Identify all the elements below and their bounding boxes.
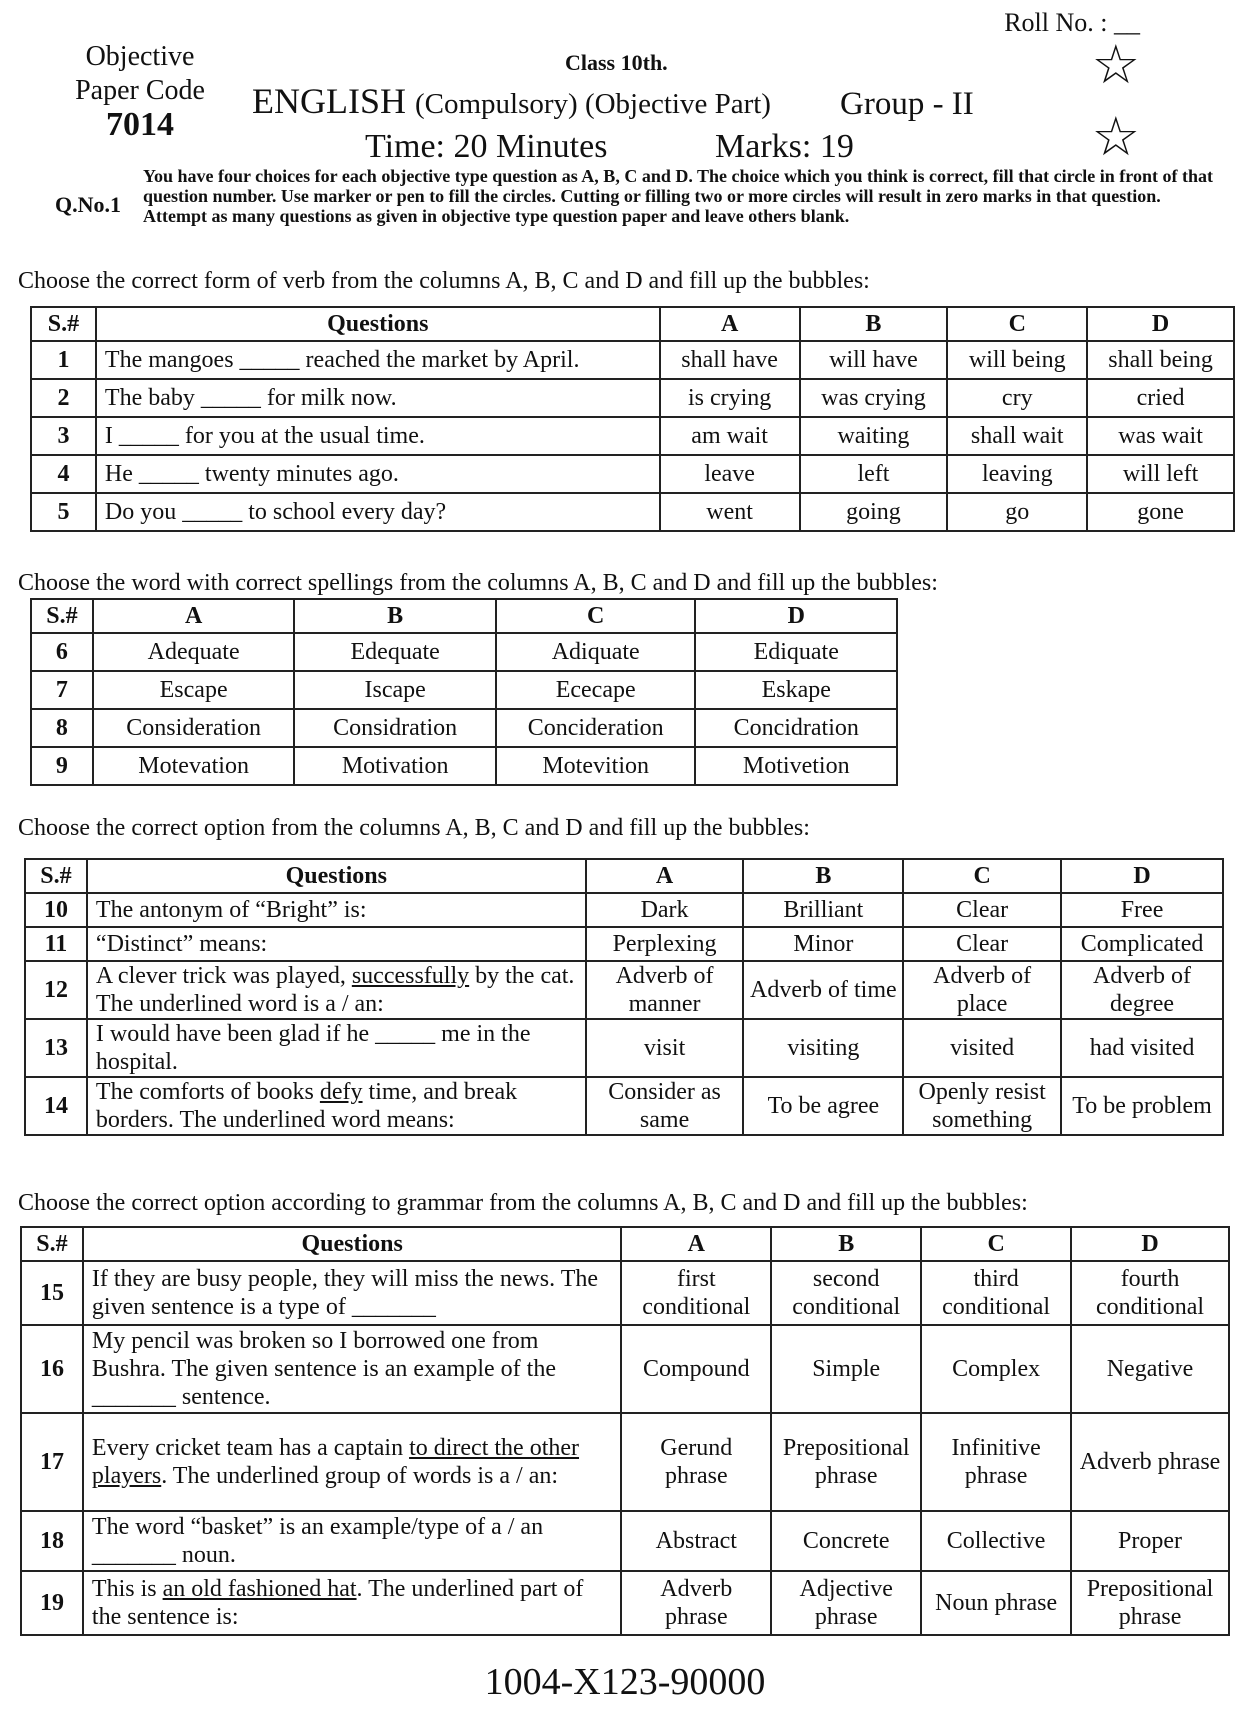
option-a: is crying [660, 379, 800, 417]
option-d: gone [1087, 493, 1234, 531]
option-d: had visited [1061, 1019, 1223, 1077]
table-row [21, 1261, 1229, 1325]
col-header-d: D [1061, 859, 1223, 893]
option-d: was wait [1087, 417, 1234, 455]
serial-number: 18 [21, 1511, 83, 1571]
option-b: Iscape [294, 671, 495, 709]
serial-number: 2 [31, 379, 96, 417]
option-b: Brilliant [743, 893, 903, 927]
option-b: Minor [743, 927, 903, 961]
col-header-a: A [93, 599, 295, 633]
roll-number: Roll No. : __ [1004, 8, 1140, 37]
option-d: Adverb phrase [1071, 1413, 1229, 1511]
table-row [21, 1511, 1229, 1571]
option-d: Negative [1071, 1325, 1229, 1413]
table-row [31, 379, 1234, 417]
paper-type: Objective [85, 41, 195, 72]
option-d: Motivetion [695, 747, 897, 785]
grammar-table [20, 1226, 1230, 1636]
option-d: fourth conditional [1071, 1261, 1229, 1325]
subject-detail: (Compulsory) (Objective Part) [414, 88, 771, 120]
serial-number: 12 [25, 961, 87, 1019]
option-c: Clear [903, 927, 1061, 961]
col-header-a: A [586, 859, 744, 893]
option-a: visit [586, 1019, 744, 1077]
col-header-b: B [743, 859, 903, 893]
option-c: Noun phrase [921, 1571, 1071, 1635]
question-text: He _____ twenty minutes ago. [96, 455, 660, 493]
serial-number: 5 [31, 493, 96, 531]
option-d: Complicated [1061, 927, 1223, 961]
option-c: Collective [921, 1511, 1071, 1571]
option-b: second conditional [771, 1261, 921, 1325]
option-d: Adverb of degree [1061, 961, 1223, 1019]
question-underlined-text: to direct the other players [91, 1435, 580, 1489]
col-header-questions: Questions [96, 307, 660, 341]
option-b: waiting [800, 417, 948, 455]
spelling-table [30, 598, 898, 786]
question-text-part: A clever trick was played, [95, 963, 352, 989]
serial-number: 14 [25, 1077, 87, 1135]
col-header-d: D [695, 599, 897, 633]
col-header-sn: S.# [21, 1227, 83, 1261]
table-row [25, 1019, 1223, 1077]
option-a: Consideration [93, 709, 295, 747]
vocabulary-table [24, 858, 1224, 1136]
option-d: Free [1061, 893, 1223, 927]
option-a: shall have [660, 341, 800, 379]
question-text: My pencil was broken so I borrowed one from Bushra. The given sentence is an example of the _______ sentence. [83, 1325, 621, 1413]
option-b: going [800, 493, 948, 531]
question-text-part: time, and break borders. The underlined word means: [95, 1079, 518, 1133]
option-d: To be problem [1061, 1077, 1223, 1135]
section-4-title: Choose the correct option according to grammar from the columns A, B, C and D and fill up the bubbles: [18, 1190, 1028, 1216]
serial-number: 13 [25, 1019, 87, 1077]
table-row [21, 1325, 1229, 1413]
option-a: leave [660, 455, 800, 493]
option-b: Simple [771, 1325, 921, 1413]
option-d: Concidration [695, 709, 897, 747]
option-d: cried [1087, 379, 1234, 417]
footer-code: 1004-X123-90000 [484, 1661, 766, 1703]
question-text [87, 961, 586, 1019]
option-b: will have [800, 341, 948, 379]
option-d: Ediquate [695, 633, 897, 671]
instructions-text: You have four choices for each objective type question as A, B, C and D. The choice which you think is correct, fill that circle in front of that question number. Use marker or pen to fill the circles. Cutting or filling two or more circles will result in zero marks in that question. Attempt as many questions as given in objective type question paper and leave others blank. [143, 166, 1213, 226]
table-row [25, 1077, 1223, 1135]
table-header-row [21, 1227, 1229, 1261]
col-header-sn: S.# [31, 307, 96, 341]
table-row [31, 671, 897, 709]
table-row [25, 893, 1223, 927]
option-a: Adequate [93, 633, 295, 671]
table-header-row [31, 599, 897, 633]
question-number: Q.No.1 [55, 192, 121, 217]
option-d: will left [1087, 455, 1234, 493]
table-header-row [31, 307, 1234, 341]
col-header-a: A [621, 1227, 771, 1261]
serial-number: 15 [21, 1261, 83, 1325]
col-header-c: C [947, 307, 1087, 341]
serial-number: 1 [31, 341, 96, 379]
question-text-part: by the cat. The underlined word is a / an: [95, 963, 575, 1017]
serial-number: 4 [31, 455, 96, 493]
col-header-c: C [496, 599, 696, 633]
section-3-title: Choose the correct option from the columns A, B, C and D and fill up the bubbles: [18, 815, 810, 841]
serial-number: 11 [25, 927, 87, 961]
table-row [31, 341, 1234, 379]
question-text: I would have been glad if he _____ me in the hospital. [87, 1019, 586, 1077]
serial-number: 16 [21, 1325, 83, 1413]
question-text [83, 1413, 621, 1511]
option-a: Perplexing [586, 927, 744, 961]
option-a: went [660, 493, 800, 531]
paper-code: 7014 [106, 106, 174, 143]
question-text [87, 1077, 586, 1135]
option-b: Motivation [294, 747, 495, 785]
option-b: visiting [743, 1019, 903, 1077]
col-header-sn: S.# [25, 859, 87, 893]
table-header-row [25, 859, 1223, 893]
question-text-part: . The underlined part of the sentence is: [91, 1576, 584, 1630]
option-a: Gerund phrase [621, 1413, 771, 1511]
section-1-title: Choose the correct form of verb from the columns A, B, C and D and fill up the bubbles: [18, 268, 870, 294]
question-text: The baby _____ for milk now. [96, 379, 660, 417]
option-c: go [947, 493, 1087, 531]
serial-number: 6 [31, 633, 93, 671]
option-b: Adverb of time [743, 961, 903, 1019]
option-a: Motevation [93, 747, 295, 785]
col-header-a: A [660, 307, 800, 341]
serial-number: 7 [31, 671, 93, 709]
paper-code-block [60, 40, 220, 142]
col-header-b: B [800, 307, 948, 341]
question-text: The word “basket” is an example/type of a / an _______ noun. [83, 1511, 621, 1571]
question-text: The antonym of “Bright” is: [87, 893, 586, 927]
table-row [31, 747, 897, 785]
option-a: Consider as same [586, 1077, 744, 1135]
option-b: Adjective phrase [771, 1571, 921, 1635]
subject-name: ENGLISH [252, 81, 406, 121]
question-text: I _____ for you at the usual time. [96, 417, 660, 455]
option-c: Adverb of place [903, 961, 1061, 1019]
col-header-sn: S.# [31, 599, 93, 633]
table-row [21, 1571, 1229, 1635]
serial-number: 17 [21, 1413, 83, 1511]
question-text-part: . The underlined group of words is a / an: [161, 1463, 559, 1489]
option-c: Adiquate [496, 633, 696, 671]
option-c: will being [947, 341, 1087, 379]
col-header-c: C [921, 1227, 1071, 1261]
section-2-title: Choose the word with correct spellings from the columns A, B, C and D and fill up the bubbles: [18, 570, 938, 596]
option-c: Clear [903, 893, 1061, 927]
option-c: Motevition [496, 747, 696, 785]
question-text [83, 1571, 621, 1635]
serial-number: 8 [31, 709, 93, 747]
col-header-d: D [1087, 307, 1234, 341]
table-row [31, 455, 1234, 493]
option-a: Compound [621, 1325, 771, 1413]
option-b: Prepositional phrase [771, 1413, 921, 1511]
question-text-part: This is [91, 1576, 163, 1602]
question-text: “Distinct” means: [87, 927, 586, 961]
table-row [31, 493, 1234, 531]
paper-code-label: Paper Code [75, 75, 205, 106]
marks-label: Marks: 19 [715, 128, 854, 165]
table-row [25, 961, 1223, 1019]
question-underlined-text: defy [319, 1079, 363, 1105]
option-c: shall wait [947, 417, 1087, 455]
star-icon: ☆ [1091, 35, 1140, 95]
serial-number: 9 [31, 747, 93, 785]
time-label: Time: 20 Minutes [365, 128, 608, 165]
col-header-questions: Questions [83, 1227, 621, 1261]
table-row [31, 633, 897, 671]
col-header-b: B [294, 599, 495, 633]
option-d: Eskape [695, 671, 897, 709]
option-b: Considration [294, 709, 495, 747]
option-c: Ececape [496, 671, 696, 709]
question-underlined-text: an old fashioned hat [162, 1576, 357, 1602]
class-label: Class 10th. [565, 50, 668, 75]
option-c: leaving [947, 455, 1087, 493]
table-row [31, 417, 1234, 455]
option-d: Proper [1071, 1511, 1229, 1571]
option-c: Complex [921, 1325, 1071, 1413]
question-text: If they are busy people, they will miss the news. The given sentence is a type of _______ [83, 1261, 621, 1325]
verb-form-table [30, 306, 1235, 532]
star-icon: ☆ [1091, 107, 1140, 167]
option-b: left [800, 455, 948, 493]
option-a: first conditional [621, 1261, 771, 1325]
question-underlined-text: successfully [351, 963, 470, 989]
option-b: To be agree [743, 1077, 903, 1135]
serial-number: 3 [31, 417, 96, 455]
option-b: was crying [800, 379, 948, 417]
option-c: Concideration [496, 709, 696, 747]
option-c: Infinitive phrase [921, 1413, 1071, 1511]
option-d: Prepositional phrase [1071, 1571, 1229, 1635]
col-header-b: B [771, 1227, 921, 1261]
col-header-d: D [1071, 1227, 1229, 1261]
serial-number: 10 [25, 893, 87, 927]
col-header-c: C [903, 859, 1061, 893]
option-a: Escape [93, 671, 295, 709]
serial-number: 19 [21, 1571, 83, 1635]
question-text-part: Every cricket team has a captain [91, 1435, 410, 1461]
subject-title [252, 80, 771, 122]
table-row [25, 927, 1223, 961]
table-row [21, 1413, 1229, 1511]
table-row [31, 709, 897, 747]
col-header-questions: Questions [87, 859, 586, 893]
option-a: am wait [660, 417, 800, 455]
option-c: visited [903, 1019, 1061, 1077]
option-d: shall being [1087, 341, 1234, 379]
option-a: Abstract [621, 1511, 771, 1571]
question-text-part: The comforts of books [95, 1079, 320, 1105]
option-c: cry [947, 379, 1087, 417]
option-b: Edequate [294, 633, 495, 671]
option-a: Adverb phrase [621, 1571, 771, 1635]
option-a: Adverb of manner [586, 961, 744, 1019]
option-a: Dark [586, 893, 744, 927]
group-label: Group - II [840, 86, 974, 122]
question-text: Do you _____ to school every day? [96, 493, 660, 531]
option-b: Concrete [771, 1511, 921, 1571]
question-text: The mangoes _____ reached the market by April. [96, 341, 660, 379]
option-c: third conditional [921, 1261, 1071, 1325]
option-c: Openly resist something [903, 1077, 1061, 1135]
